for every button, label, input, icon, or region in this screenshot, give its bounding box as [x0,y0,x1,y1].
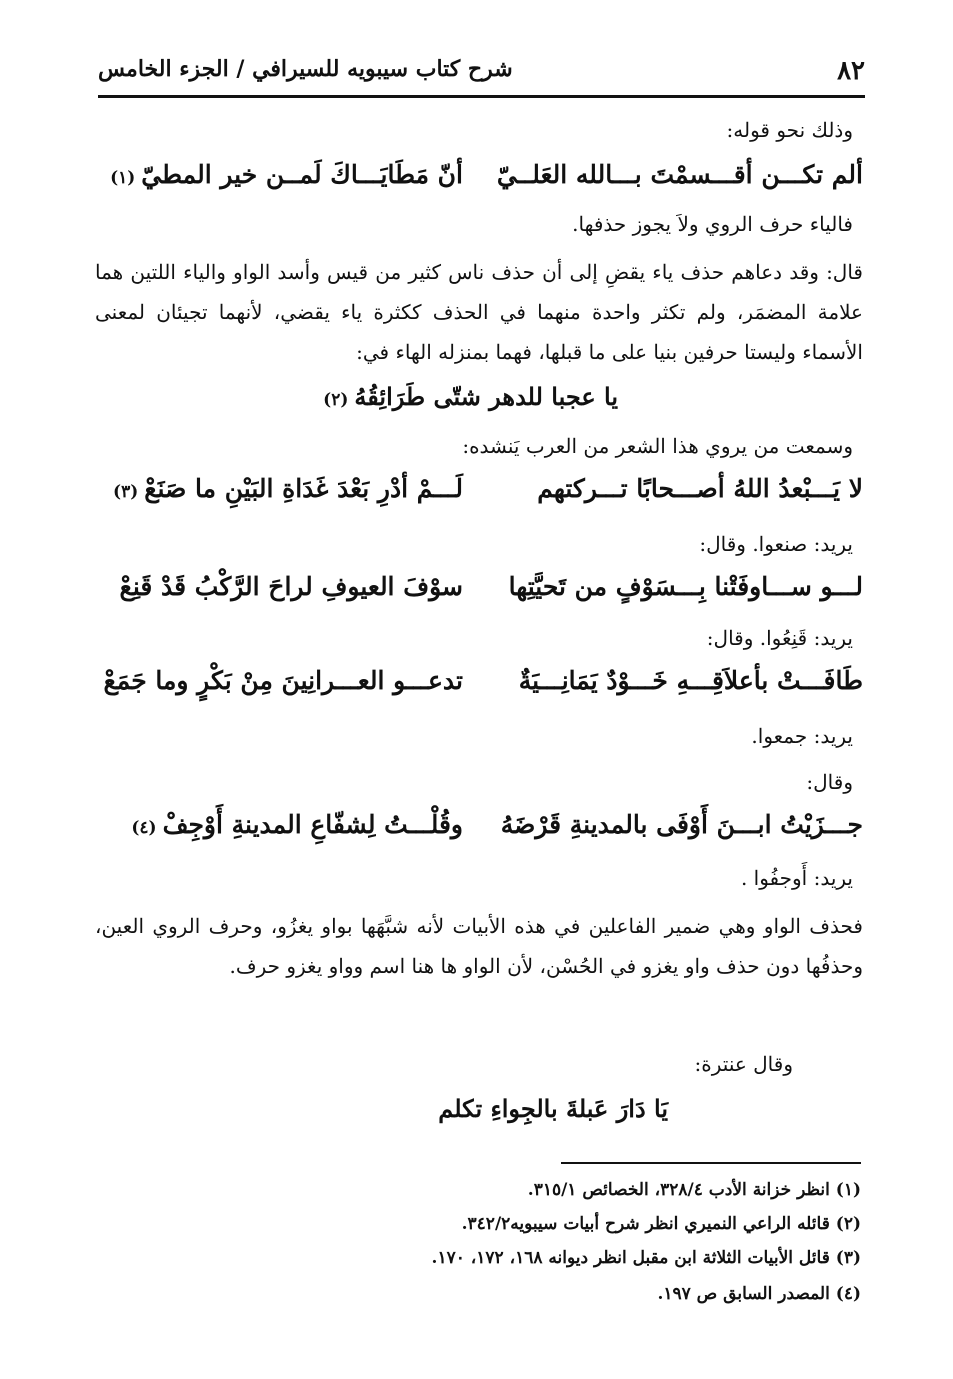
verse-3-first-hemistich: لا يَـــبْعدُ اللهُ أصـــحابًا تـــركتهم [537,474,863,503]
footnote-1: (١) انظر خزانة الأدب ٣٢٨/٤، الخصائص ٣١٥/١. [527,1180,861,1200]
footnote-3: (٣) قائل الأبيات الثلاثة ابن مقبل انظر ديوانه ١٦٨، ١٧٢، ١٧٠. [431,1248,861,1268]
paragraph-6: يريد: جمعوا. [751,724,853,748]
paragraph-10: وقال عنترة: [694,1052,793,1076]
verse-2-text: يا عجبا للدهر شتّى طَرَائِقُهُ [354,382,618,411]
footnote-marker-1: (١) [110,168,136,188]
paragraph-2: قال: وقد دعاهم حذف ياء يقضِ إلى أن حذف ناس كثير من قيس وأسد الواو والياء اللتين هما علامة المضمَر، ولم تكثر واحدة منهما في الحذف ككثرة ياء يقضي، لأنهما تجيئان لمعنى الأسماء وليستا حرفين بنيا على ما قبلها، فهما بمنزله الهاء في: [95,260,863,364]
verse-6-second-text: وقُلْـــتُ لِشفّاعِ المدينةِ أَوْجِفْ [162,810,463,839]
verse-3 [93,474,863,518]
footnote-4: (٤) المصدر السابق ص ١٩٧. [657,1284,861,1304]
verse-4-first-hemistich: لـــو ســـاوفَتْنا بِـــسَوْفٍ من تَحيَّتِها [508,572,863,601]
header-divider [98,95,865,98]
verse-4-second-hemistich: سوْفَ العيوفِ لراحَ الرَّكْبُ قَدْ قَنِعْ [119,572,463,601]
running-title: شرح كتاب سيبويه للسيرافي / الجزء الخامس [98,56,513,82]
paragraph-4: يريد: صنعوا. وقال: [699,532,853,556]
verse-1-second-text: أنّ مَطَايَـــاكَ لَمــن خير المطيّ [141,160,463,189]
verse-5-second-hemistich: تدعـــو العـــرانِينَ مِنْ بَكْرٍ وما جَمَعْ [103,666,463,695]
paragraph-9: فحذف الواو وهي ضمير الفاعلين في هذه الأبيات لأنه شبَّهَها بواو يغزُو، وحرف الروي العين، وحذفُها دون حذف واو يغزو في الحُسْن، لأن الواو ها هنا اسم وواو يغزو حرف. [95,914,863,978]
verse-5-first-hemistich: طَافَـــتْ بأعلاَقِـــهِ خَـــوْدٌ يَمَانِـــيَةٌ [518,666,863,695]
paragraph-1: فالياء حرف الروي ولاَ يجوز حذفها. [572,212,853,236]
paragraph-8: يريد: أَوجفُوا . [740,866,853,890]
verse-5 [93,666,863,710]
page-number: ٨٢ [837,56,865,86]
footnote-2: (٢) قائله الراعي النميري انظر شرح أبيات سيبويه٣٤٢/٢. [461,1214,861,1234]
verse-7: يَا دَارَ عَبلةَ بالجِواءِ تكلم [438,1094,668,1123]
footnote-divider [561,1162,861,1164]
verse-6-first-hemistich: جـــزَيْتُ ابـــنَ أَوْفَى بالمدينةِ قَرْضَهُ [500,810,863,839]
page-header [98,52,865,90]
footnote-marker-2: (٢) [323,390,349,410]
verse-6 [93,810,863,854]
verse-3-second-text: لَـــمْ أدْرِ بَعْدَ غَدَاةِ البَيْنِ ما صَنَعْ [144,474,463,503]
verse-6-second-hemistich [131,810,463,839]
verse-3-second-hemistich [113,474,463,503]
footnote-marker-4: (٤) [131,818,157,838]
intro-line: وذلك نحو قوله: [726,118,853,142]
verse-2 [323,382,618,411]
paragraph-3: وسمعت من يروي هذا الشعر من العرب يَنشده: [462,434,853,458]
verse-1 [93,160,863,204]
verse-1-second-hemistich [110,160,463,189]
paragraph-5: يريد: قَنِعُوا. وقال: [706,626,853,650]
verse-4 [93,572,863,616]
paragraph-7: وقال: [806,770,853,794]
verse-1-first-hemistich: ألم تكـــن أقـــسمْتَ بـــالله العَلــيّ [496,160,863,189]
footnote-marker-3: (٣) [113,482,139,502]
